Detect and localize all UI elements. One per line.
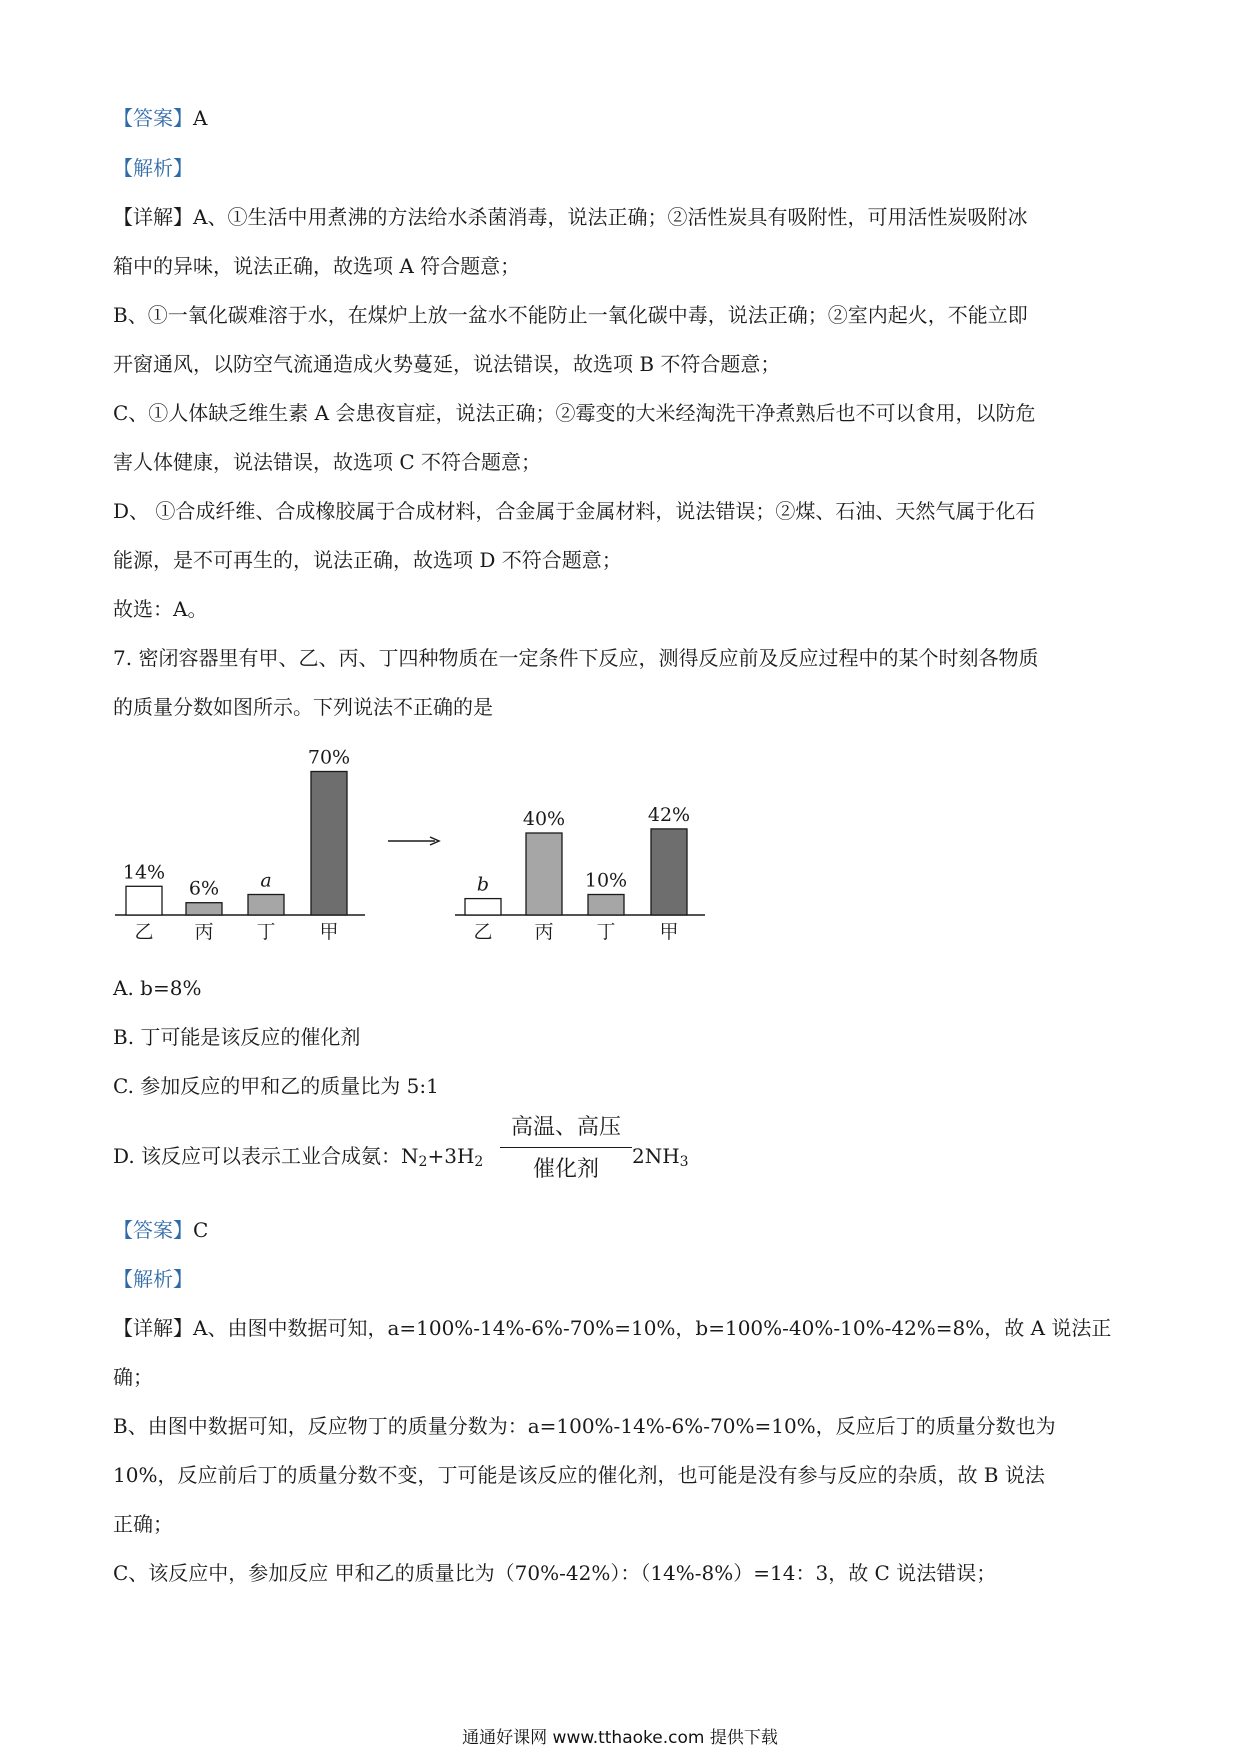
q6-detail-line-8: 能源，是不可再生的，说法正确，故选项 D 不符合题意；	[113, 548, 622, 572]
bar-value-label: 6%	[188, 877, 220, 900]
bar-charts-figure	[100, 735, 740, 950]
condition-bottom: 催化剂	[532, 1157, 599, 1182]
category-label: 乙	[473, 921, 493, 943]
q6-detail-line-6: 害人体健康，说法错误，故选项 C 不符合题意；	[113, 450, 542, 474]
category-label: 丁	[256, 921, 276, 943]
bar-value-label: a	[260, 869, 272, 892]
bar-丁	[588, 895, 624, 916]
answer-value: A	[193, 106, 208, 130]
category-label: 丙	[194, 921, 214, 943]
analysis-tag: 【解析】	[113, 156, 193, 180]
equation-reactant-n: N	[401, 1144, 419, 1168]
category-label: 甲	[319, 921, 339, 943]
bar-丁	[248, 895, 284, 916]
bar-chart-before	[115, 747, 365, 944]
answer-tag: 【答案】	[113, 106, 193, 130]
q7-answer-value: C	[193, 1218, 209, 1242]
q7-detail-line-4: 10%，反应前后丁的质量分数不变，丁可能是该反应的催化剂，也可能是没有参与反应的杂质，故 B 说法	[113, 1463, 1045, 1487]
q6-detail-line-5: C、①人体缺乏维生素 A 会患夜盲症，说法正确；②霉变的大米经淘洗干净煮熟后也不可以食用，以防危	[113, 401, 1036, 425]
equation-reactant-n-sub: 2	[418, 1154, 428, 1170]
q6-detail-line-7: D、 ①合成纤维、合成橡胶属于合成材料，合金属于金属材料，说法错误；②煤、石油、天然气属于化石	[113, 499, 1036, 523]
answer-line	[113, 103, 207, 133]
bar-value-label: 70%	[307, 746, 351, 769]
category-label: 丁	[596, 921, 616, 943]
condition-top: 高温、高压	[510, 1115, 621, 1140]
bar-value-label: 14%	[122, 861, 166, 884]
category-label: 甲	[659, 921, 679, 943]
bar-乙	[126, 886, 162, 915]
bar-甲	[651, 829, 687, 915]
category-label: 乙	[134, 921, 154, 943]
q6-detail-line-9: 故选：A。	[113, 597, 208, 621]
equation-product-sub: 3	[679, 1154, 689, 1170]
option-a: A. b=8%	[113, 976, 202, 1000]
condition-bar	[500, 1147, 632, 1148]
q6-detail-line-2: 箱中的异味，说法正确，故选项 A 符合题意；	[113, 254, 521, 278]
q7-detail-line-1: 【详解】A、由图中数据可知，a=100%-14%-6%-70%=10%，b=100%-40%-10%-42%=8%，故 A 说法正	[113, 1316, 1112, 1340]
arrow-icon	[388, 837, 439, 845]
q6-detail-line-1: 【详解】A、①生活中用煮沸的方法给水杀菌消毒，说法正确；②活性炭具有吸附性，可用活性炭吸附冰	[113, 205, 1028, 229]
q7-detail-line-3: B、由图中数据可知，反应物丁的质量分数为：a=100%-14%-6%-70%=10%，反应后丁的质量分数也为	[113, 1414, 1056, 1438]
q7-analysis-tag: 【解析】	[113, 1267, 193, 1291]
bar-甲	[311, 772, 347, 916]
option-d-prefix: D. 该反应可以表示工业合成氨：	[113, 1144, 402, 1168]
page-footer: 通通好课网 www.tthaoke.com 提供下载	[462, 1728, 778, 1748]
option-b: B. 丁可能是该反应的催化剂	[113, 1025, 361, 1049]
bar-value-label: 42%	[647, 803, 691, 826]
bar-charts-svg	[100, 735, 740, 950]
q7-answer-line	[113, 1215, 208, 1245]
bar-value-label: 10%	[584, 869, 628, 892]
q7-detail-line-5: 正确；	[113, 1512, 173, 1536]
equation-product-nh: 2NH	[632, 1144, 680, 1168]
bar-value-label: b	[476, 873, 490, 896]
q7-answer-tag: 【答案】	[113, 1218, 193, 1242]
bar-丙	[186, 903, 222, 915]
q6-detail-line-4: 开窗通风，以防空气流通造成火势蔓延，说法错误，故选项 B 不符合题意；	[113, 352, 781, 376]
category-label: 丙	[534, 921, 554, 943]
equation-product	[632, 1141, 689, 1177]
equation-reactant-h: +3H	[427, 1144, 475, 1168]
option-d	[113, 1141, 483, 1177]
equation-reactant-h-sub: 2	[474, 1154, 484, 1170]
q7-stem-line-2: 的质量分数如图所示。下列说法不正确的是	[113, 695, 493, 719]
q7-stem-line-1: 7. 密闭容器里有甲、乙、丙、丁四种物质在一定条件下反应，测得反应前及反应过程中的某个时刻各物质	[113, 646, 1039, 670]
q7-detail-line-6: C、该反应中，参加反应 甲和乙的质量比为（70%-42%）：（14%-8%）=14：3，故 C 说法错误；	[113, 1561, 997, 1585]
bar-乙	[465, 899, 501, 915]
q7-detail-line-2: 确；	[113, 1365, 153, 1389]
bar-丙	[526, 833, 562, 915]
option-c: C. 参加反应的甲和乙的质量比为 5:1	[113, 1074, 439, 1098]
bar-value-label: 40%	[522, 808, 566, 830]
bar-chart-after	[455, 804, 705, 943]
q6-detail-line-3: B、①一氧化碳难溶于水，在煤炉上放一盆水不能防止一氧化碳中毒，说法正确；②室内起火，不能立即	[113, 303, 1028, 327]
